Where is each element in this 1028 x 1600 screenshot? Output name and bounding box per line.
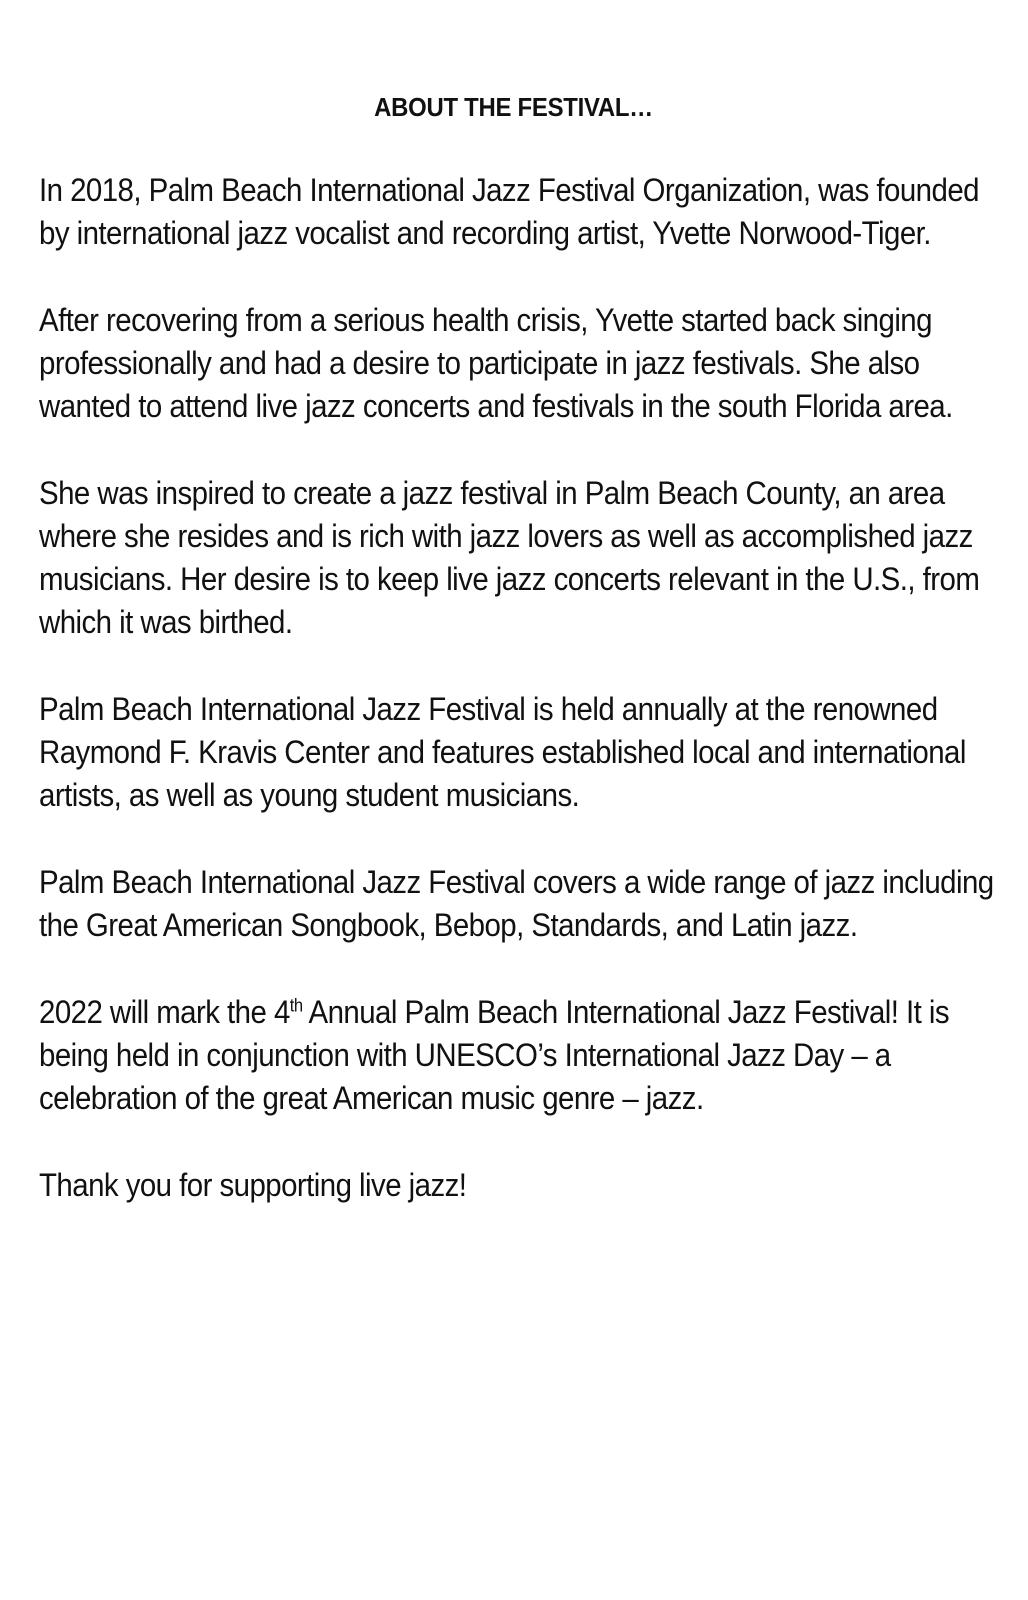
paragraph-anniversary bbox=[39, 991, 996, 1120]
page-title: ABOUT THE FESTIVAL… bbox=[374, 92, 653, 122]
paragraph-founding: In 2018, Palm Beach International Jazz Festival Organization, was founded by international jazz vocalist and recording artist, Yvette Norwood-Tiger. bbox=[39, 172, 979, 251]
paragraph-jazz-range: Palm Beach International Jazz Festival covers a wide range of jazz including the Great American Songbook, Bebop, Standards, and Latin jazz. bbox=[39, 864, 994, 943]
closing-line: Thank you for supporting live jazz! bbox=[39, 1167, 467, 1203]
paragraph-venue: Palm Beach International Jazz Festival is held annually at the renowned Raymond F. Kravis Center and features established local and international artists, as well as young student musicians. bbox=[39, 691, 966, 813]
anniversary-text-before: 2022 will mark the 4 bbox=[39, 994, 290, 1030]
ordinal-superscript: th bbox=[289, 995, 303, 1016]
paragraph-health-recovery: After recovering from a serious health crisis, Yvette started back singing professionally and had a desire to participate in jazz festivals. She also wanted to attend live jazz concerts and festivals in the south Florida area. bbox=[39, 302, 953, 424]
paragraph-inspiration: She was inspired to create a jazz festival in Palm Beach County, an area where she resides and is rich with jazz lovers as well as accomplished jazz musicians. Her desire is to keep live jazz concerts relevant in the U.S., from which it was birthed. bbox=[39, 475, 980, 640]
anniversary-text-after: Annual Palm Beach International Jazz Festival! It is being held in conjunction with UNESCO’s International Jazz Day – a celebration of the great American music genre – jazz. bbox=[39, 994, 950, 1116]
